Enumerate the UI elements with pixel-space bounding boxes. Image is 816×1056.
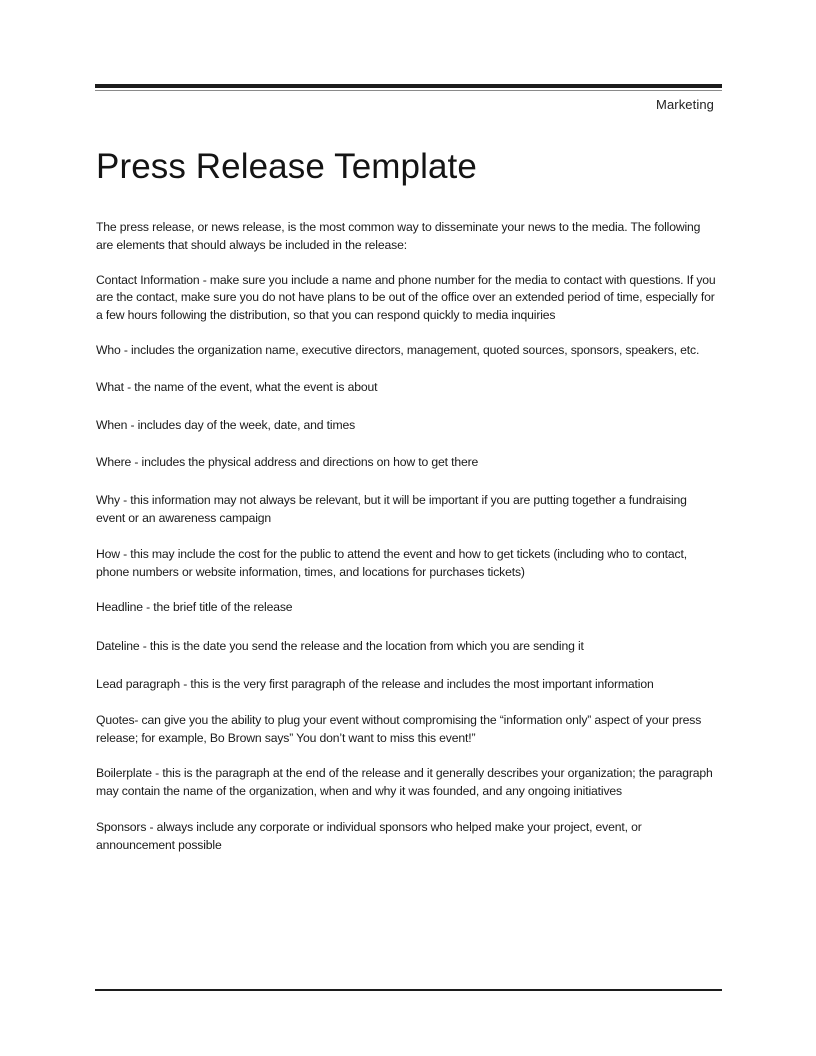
dateline-paragraph: Dateline - this is the date you send the release and the location from which you are sending it	[96, 639, 584, 654]
header-rule	[95, 84, 722, 92]
boilerplate-paragraph: Boilerplate - this is the paragraph at the end of the release and it generally describes your organization; the paragraph may contain the name of the organization, when and why it was founded, and any ongoing initiatives	[96, 766, 713, 799]
lead-paragraph-paragraph: Lead paragraph - this is the very first paragraph of the release and includes the most important information	[96, 676, 654, 691]
what-paragraph: What - the name of the event, what the event is about	[96, 379, 378, 394]
when-paragraph: When - includes day of the week, date, and times	[96, 417, 356, 432]
intro-paragraph: The press release, or news release, is the most common way to disseminate your news to the media. The following are elements that should always be included in the release:	[96, 220, 701, 252]
header-rule-thin	[95, 90, 722, 91]
why-paragraph: Why - this information may not always be relevant, but it will be important if you are putting together a fundraising event or an awareness campaign	[96, 493, 687, 525]
document-body	[96, 219, 718, 855]
footer-rule	[95, 989, 722, 991]
sponsors-paragraph: Sponsors - always include any corporate or individual sponsors who helped make your project, event, or announcement possible	[96, 819, 642, 852]
quotes-paragraph: Quotes- can give you the ability to plug your event without compromising the “information only” aspect of your press release; for example, Bo Brown says” You don’t want to miss this event!”	[96, 712, 702, 745]
header-section-label: Marketing	[656, 97, 714, 112]
how-paragraph: How - this may include the cost for the public to attend the event and how to get tickets (including who to contact, phone numbers or website information, times, and locations for purchases tickets)	[96, 546, 687, 579]
who-paragraph: Who - includes the organization name, executive directors, management, quoted sources, sponsors, speakers, etc.	[96, 342, 700, 357]
headline-paragraph: Headline - the brief title of the release	[96, 600, 293, 615]
contact-information-paragraph: Contact Information - make sure you include a name and phone number for the media to contact with questions. If you are the contact, make sure you do not have plans to be out of the office over an extended period of time, especially for a few hours following the distribution, so that you can respond quickly to media inquiries	[96, 272, 716, 323]
where-paragraph: Where - includes the physical address and directions on how to get there	[96, 455, 479, 470]
header-rule-thick	[95, 84, 722, 88]
page-title: Press Release Template	[96, 147, 477, 186]
